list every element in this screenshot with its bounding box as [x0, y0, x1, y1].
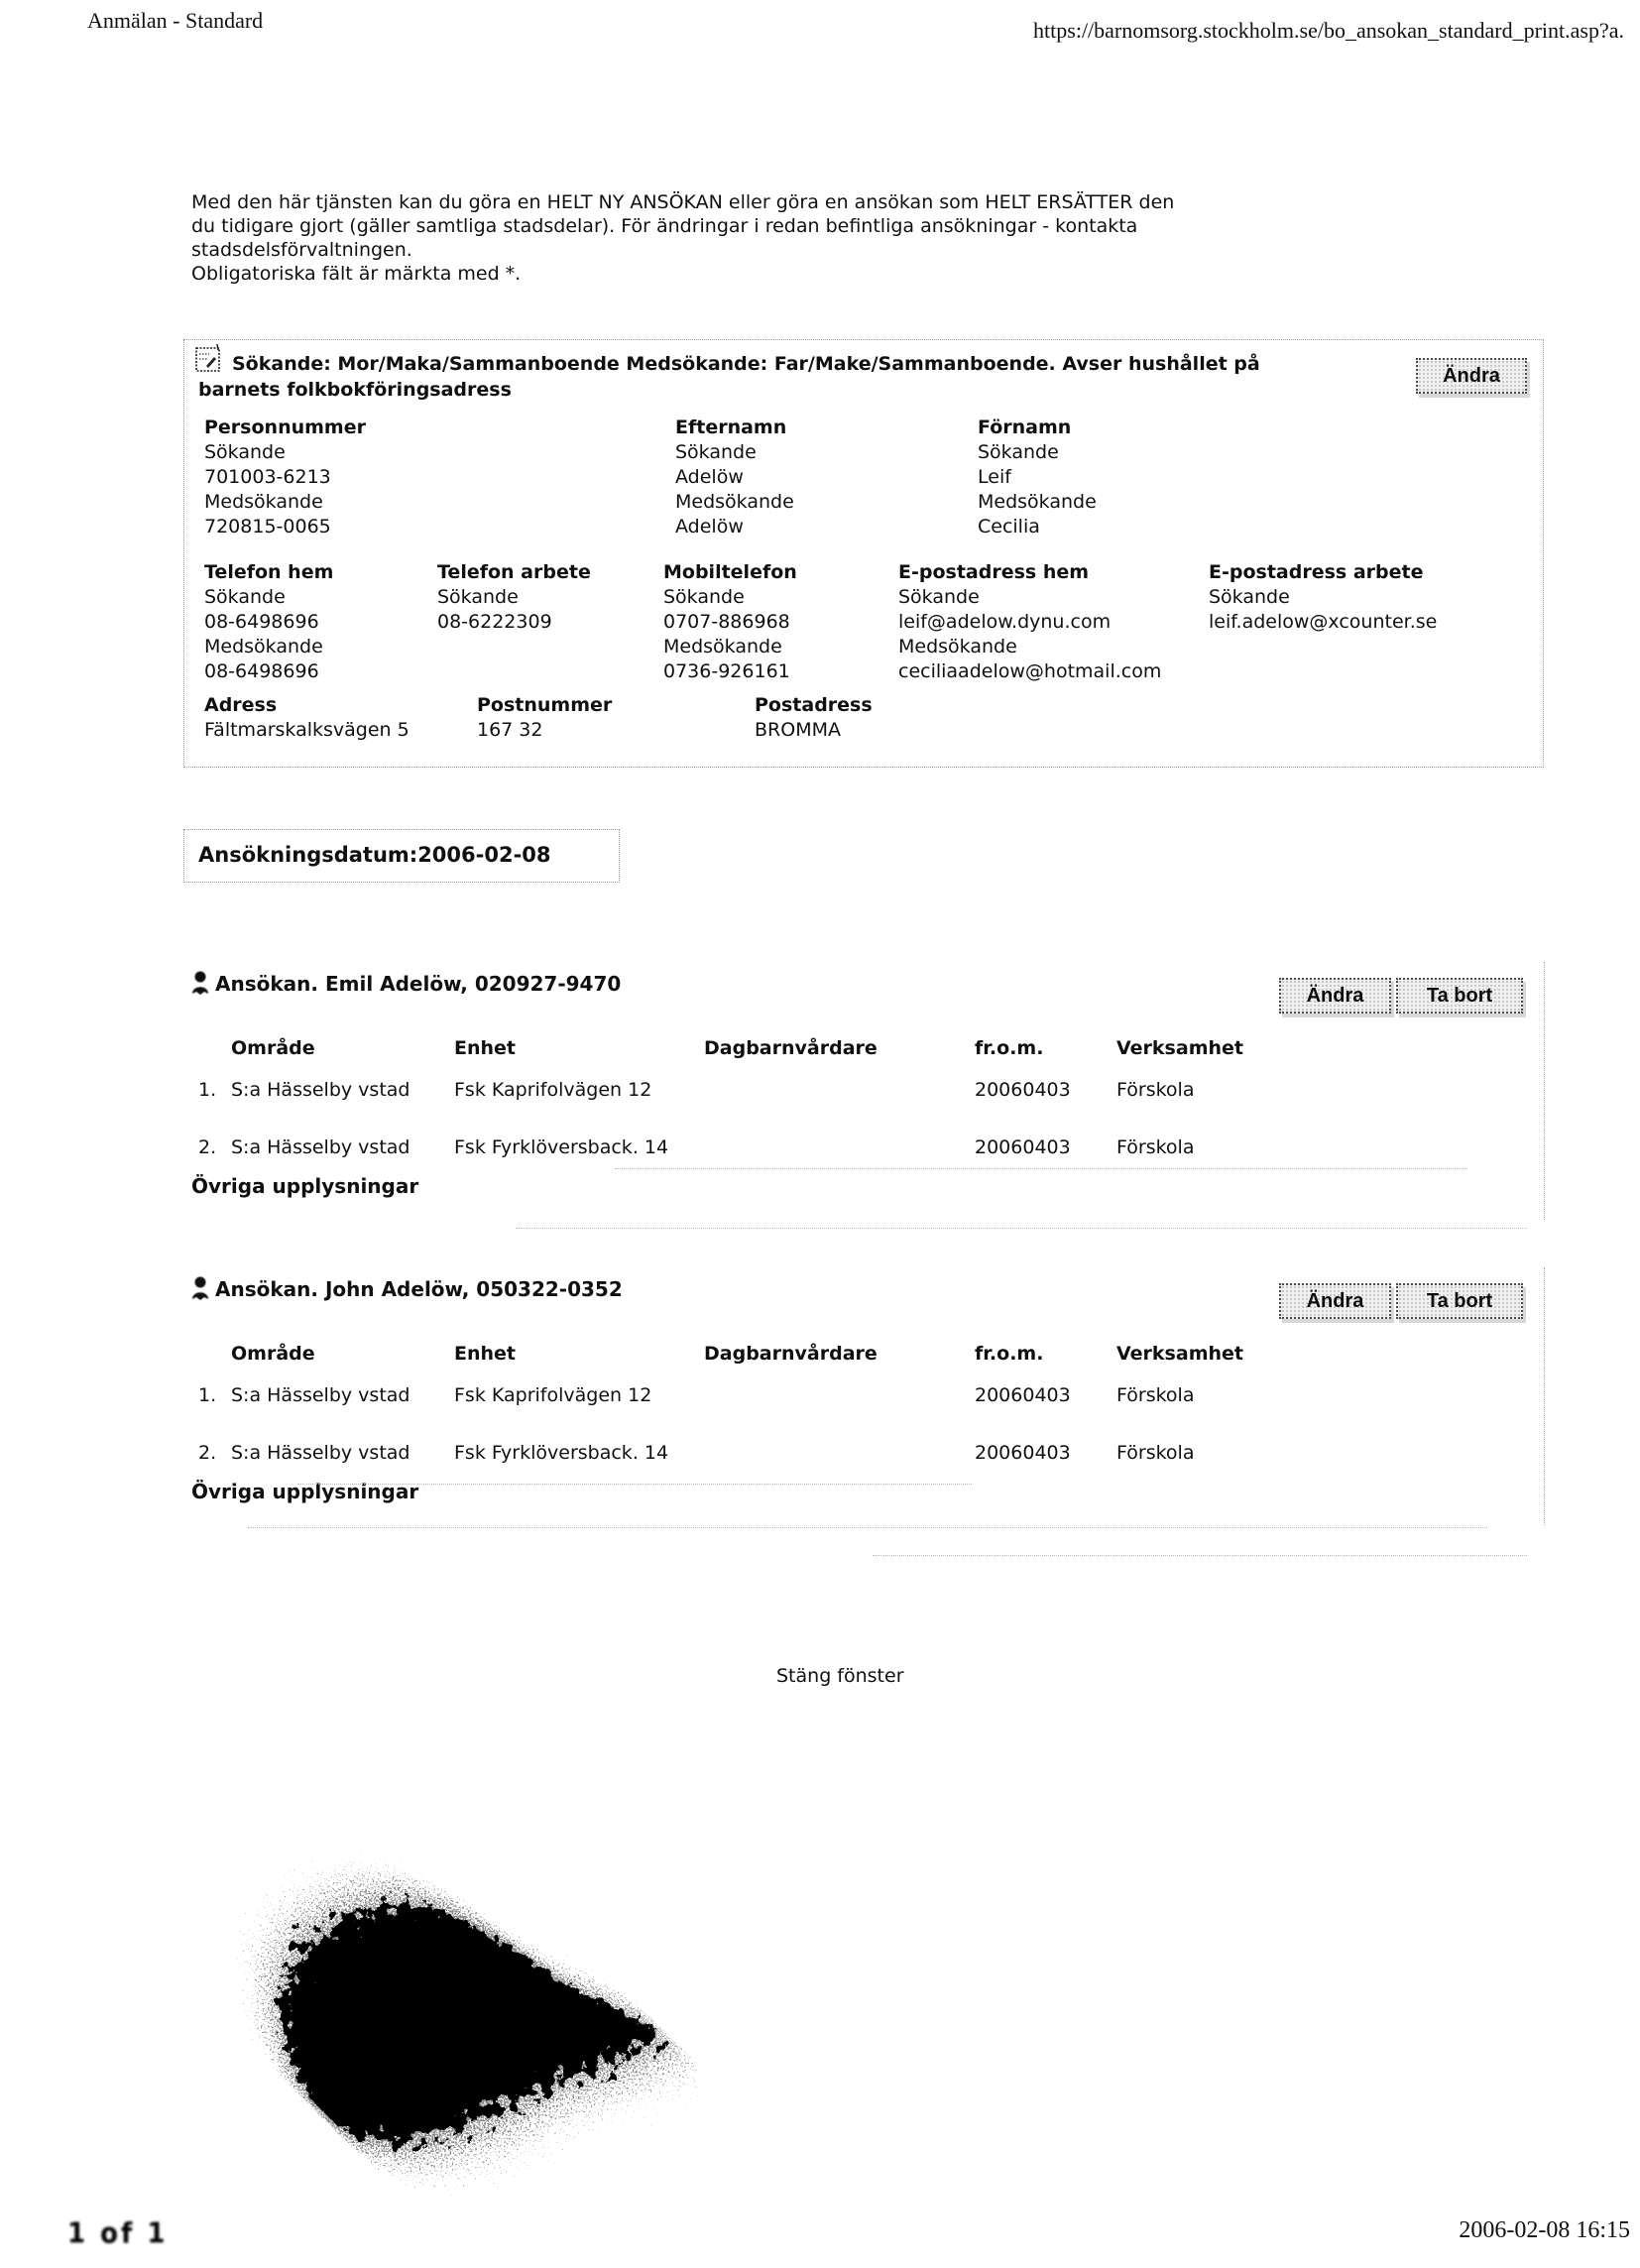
- row-number: 1.: [198, 1384, 217, 1406]
- field-telefon-hem: [204, 560, 333, 684]
- row-number: 1.: [198, 1079, 217, 1101]
- field-telefon-arbete: [437, 560, 591, 635]
- print-footer-timestamp: 2006-02-08 16:15: [1459, 2217, 1630, 2243]
- row-number: 2.: [198, 1442, 217, 1464]
- field-mobiltelefon: [663, 560, 797, 684]
- column-header-omrade: Område: [231, 1037, 315, 1059]
- field-value: ceciliaadelow@hotmail.com: [898, 660, 1162, 682]
- row-omrade: S:a Hässelby vstad: [231, 1136, 410, 1158]
- field-value: Sökande: [437, 586, 519, 608]
- field-value: Medsökande: [898, 636, 1017, 657]
- field-value: Medsökande: [204, 491, 323, 513]
- field-personnummer: [204, 416, 366, 539]
- field-value: 0707-886968: [663, 611, 790, 633]
- field-label: E-postadress arbete: [1209, 561, 1424, 583]
- row-verksamhet: Förskola: [1116, 1384, 1195, 1406]
- field-value: Sökande: [663, 586, 745, 608]
- field-value: Sökande: [898, 586, 980, 608]
- field-label: E-postadress hem: [898, 561, 1090, 583]
- ink-blot-artifact: [223, 1843, 699, 2204]
- child-icon: [189, 970, 211, 1000]
- field-value: Cecilia: [978, 516, 1040, 537]
- field-value: Leif: [978, 466, 1011, 488]
- field-label: Mobiltelefon: [663, 561, 797, 583]
- field-value: Sökande: [204, 441, 286, 463]
- column-header-enhet: Enhet: [454, 1037, 517, 1059]
- applicant-edit-button[interactable]: Ändra: [1416, 358, 1527, 394]
- application-edit-button[interactable]: Ändra: [1279, 1283, 1391, 1319]
- row-omrade: S:a Hässelby vstad: [231, 1442, 410, 1464]
- field-value: 701003-6213: [204, 466, 331, 488]
- field-value: 08-6498696: [204, 611, 319, 633]
- field-label: Telefon arbete: [437, 561, 591, 583]
- field-label: Personnummer: [204, 417, 366, 438]
- row-enhet: Fsk Fyrklöversback. 14: [454, 1442, 669, 1464]
- row-enhet: Fsk Fyrklöversback. 14: [454, 1136, 669, 1158]
- close-window-link[interactable]: Stäng fönster: [776, 1665, 904, 1687]
- field-value: 167 32: [477, 719, 543, 741]
- field-postadress: [755, 693, 873, 743]
- row-verksamhet: Förskola: [1116, 1079, 1195, 1101]
- applicant-section-title-line2: barnets folkbokföringsadress: [198, 379, 512, 401]
- field-label: Postadress: [755, 694, 873, 716]
- scan-artifact-line: [873, 1555, 1527, 1556]
- other-info-label: Övriga upplysningar: [191, 1480, 419, 1503]
- column-header-dagbarnvardare: Dagbarnvårdare: [704, 1343, 878, 1365]
- application-date-box: [183, 829, 620, 883]
- field-label: Adress: [204, 694, 278, 716]
- field-value: 08-6222309: [437, 611, 552, 633]
- application-edit-button[interactable]: Ändra: [1279, 978, 1391, 1014]
- field-value: Adelöw: [675, 466, 744, 488]
- print-header-title: Anmälan - Standard: [87, 8, 264, 33]
- column-header-dagbarnvardare: Dagbarnvårdare: [704, 1037, 878, 1059]
- field-epost-arbete: [1209, 560, 1437, 635]
- application-date: Ansökningsdatum:2006-02-08: [198, 843, 551, 867]
- field-value: Sökande: [675, 441, 757, 463]
- application-section-john: [183, 1267, 1545, 1525]
- field-value: leif@adelow.dynu.com: [898, 611, 1112, 633]
- application-delete-button[interactable]: Ta bort: [1396, 1283, 1523, 1319]
- field-value: Medsökande: [978, 491, 1097, 513]
- row-from: 20060403: [975, 1136, 1071, 1158]
- row-from: 20060403: [975, 1384, 1071, 1406]
- column-header-verksamhet: Verksamhet: [1116, 1037, 1243, 1059]
- field-value: Medsökande: [675, 491, 794, 513]
- column-header-enhet: Enhet: [454, 1343, 517, 1365]
- field-postnummer: [477, 693, 612, 743]
- field-value: Sökande: [978, 441, 1059, 463]
- column-header-from: fr.o.m.: [975, 1343, 1044, 1365]
- intro-line: du tidigare gjort (gäller samtliga stadsdelar). För ändringar i redan befintliga ansökningar - kontakta: [191, 215, 1138, 237]
- column-header-omrade: Område: [231, 1343, 315, 1365]
- field-value: Adelöw: [675, 516, 744, 537]
- scan-artifact-line: [516, 1228, 1527, 1229]
- field-label: Telefon hem: [204, 561, 334, 583]
- field-epost-hem: [898, 560, 1161, 684]
- applicant-section-title: Sökande: Mor/Maka/Sammanboende Medsökande: Far/Make/Sammanboende. Avser hushållet på: [232, 353, 1260, 375]
- field-fornamn: [978, 416, 1097, 539]
- row-verksamhet: Förskola: [1116, 1136, 1195, 1158]
- row-verksamhet: Förskola: [1116, 1442, 1195, 1464]
- row-enhet: Fsk Kaprifolvägen 12: [454, 1384, 652, 1406]
- field-label: Postnummer: [477, 694, 613, 716]
- child-icon: [189, 1275, 211, 1305]
- intro-line: stadsdelsförvaltningen.: [191, 239, 412, 261]
- field-value: Medsökande: [204, 636, 323, 657]
- field-value: leif.adelow@xcounter.se: [1209, 611, 1438, 633]
- field-label: Efternamn: [675, 417, 787, 438]
- application-title: Ansökan. John Adelöw, 050322-0352: [215, 1277, 623, 1301]
- field-value: Sökande: [204, 586, 286, 608]
- field-value: Fältmarskalksvägen 5: [204, 719, 410, 741]
- field-value: 0736-926161: [663, 660, 790, 682]
- field-value: 720815-0065: [204, 516, 331, 537]
- scan-artifact-line: [248, 1527, 1487, 1528]
- print-header-url: https://barnomsorg.stockholm.se/bo_ansokan_standard_print.asp?a.: [1033, 18, 1624, 43]
- field-adress: [204, 693, 410, 743]
- row-enhet: Fsk Kaprifolvägen 12: [454, 1079, 652, 1101]
- row-omrade: S:a Hässelby vstad: [231, 1384, 410, 1406]
- column-header-verksamhet: Verksamhet: [1116, 1343, 1243, 1365]
- scan-artifact-line: [297, 1484, 972, 1485]
- intro-line: Obligatoriska fält är märkta med *.: [191, 263, 522, 285]
- row-from: 20060403: [975, 1079, 1071, 1101]
- application-delete-button[interactable]: Ta bort: [1396, 978, 1523, 1014]
- field-value: Sökande: [1209, 586, 1290, 608]
- field-value: 08-6498696: [204, 660, 319, 682]
- form-icon: [194, 342, 222, 378]
- row-omrade: S:a Hässelby vstad: [231, 1079, 410, 1101]
- application-title: Ansökan. Emil Adelöw, 020927-9470: [215, 972, 622, 996]
- field-value: Medsökande: [663, 636, 782, 657]
- print-footer-page-number: 1 of 1: [67, 2217, 169, 2251]
- row-from: 20060403: [975, 1442, 1071, 1464]
- other-info-label: Övriga upplysningar: [191, 1174, 419, 1198]
- scan-artifact-line: [615, 1168, 1467, 1169]
- applicant-section: [183, 339, 1544, 768]
- field-efternamn: [675, 416, 794, 539]
- column-header-from: fr.o.m.: [975, 1037, 1044, 1059]
- application-section-emil: [183, 962, 1545, 1220]
- row-number: 2.: [198, 1136, 217, 1158]
- intro-line: Med den här tjänsten kan du göra en HELT NY ANSÖKAN eller göra en ansökan som HELT ERSÄTTER den: [191, 191, 1175, 213]
- field-label: Förnamn: [978, 417, 1072, 438]
- intro-paragraph: [191, 190, 1174, 286]
- field-value: BROMMA: [755, 719, 841, 741]
